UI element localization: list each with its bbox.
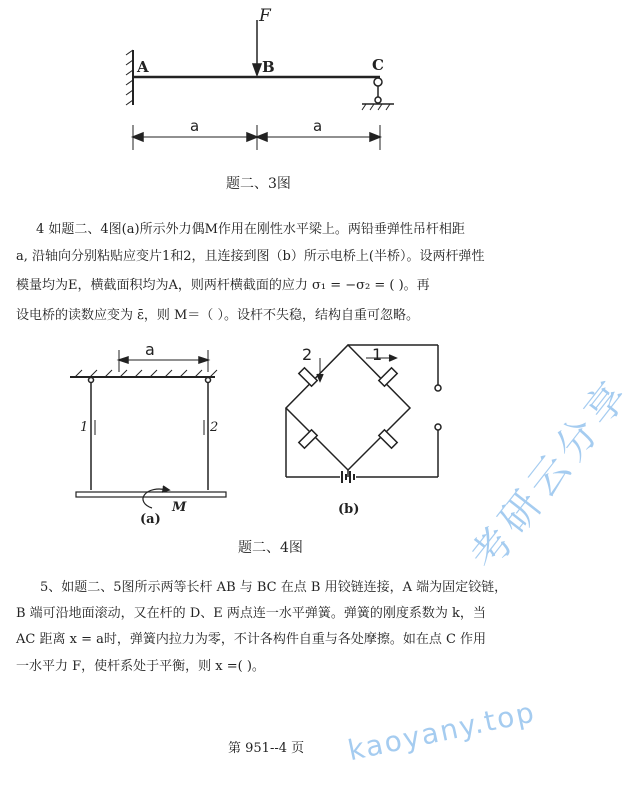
fig4-caption: 题二、4图 (238, 540, 303, 556)
page-footer: 第 951--4 页 (228, 741, 305, 756)
dim-a-1: a (190, 117, 200, 135)
gauge-2-label: 2 (302, 345, 313, 364)
fig3-caption: 题二、3图 (226, 176, 291, 192)
sub-a-label: (a) (140, 512, 161, 527)
point-c-label: C (372, 56, 384, 74)
beam-diagram (126, 20, 394, 150)
q4-line-3: 模量均为E，横截面积均为A，则两杆横截面的应力 σ₁ = −σ₂ = ( )。再 (16, 278, 430, 293)
q5-line-3: AC 距离 x = a时，弹簧内拉力为零，不计各构件自重与各处摩擦。如在点 C 作用 (16, 632, 487, 647)
bridge-circuit-diagram (286, 345, 441, 483)
point-b-label: B (262, 58, 275, 76)
q5-line-2: B 端可沿地面滚动，又在杆的 D、E 两点连一水平弹簧。弹簧的刚度系数为 k，当 (16, 606, 486, 621)
watermark-cn: 考研云分享 (462, 369, 640, 579)
hanger-diagram (70, 350, 226, 508)
watermark-url: kaoyany.top (345, 695, 539, 768)
rod-2-label: 2 (210, 420, 219, 435)
fig4-dim-a: a (145, 340, 155, 359)
dim-a-2: a (313, 117, 323, 135)
q4-line-4: 设电桥的读数应变为 ε̄，则 M＝（ ）。设杆不失稳，结构自重可忽略。 (16, 308, 419, 323)
q5-line-4: 一水平力 F，使杆系处于平衡，则 x =( )。 (16, 659, 265, 674)
point-a-label: A (137, 58, 149, 76)
q5-line-1: 5、如题二、5图所示两等长杆 AB 与 BC 在点 B 用铰链连接，A 端为固定铰链， (40, 580, 508, 595)
moment-label: M (172, 500, 187, 515)
gauge-1-label: 1 (372, 345, 383, 364)
q4-line-2: a, 沿轴向分别粘贴应变片1和2，且连接到图（b）所示电桥上(半桥）。设两杆弹性 (16, 249, 485, 264)
force-label: F (259, 6, 271, 26)
sub-b-label: (b) (338, 502, 360, 517)
rod-1-label: 1 (80, 420, 89, 435)
q4-line-1: 4 如题二、4图(a)所示外力偶M作用在刚性水平梁上。两铅垂弹性吊杆相距 (36, 222, 465, 237)
